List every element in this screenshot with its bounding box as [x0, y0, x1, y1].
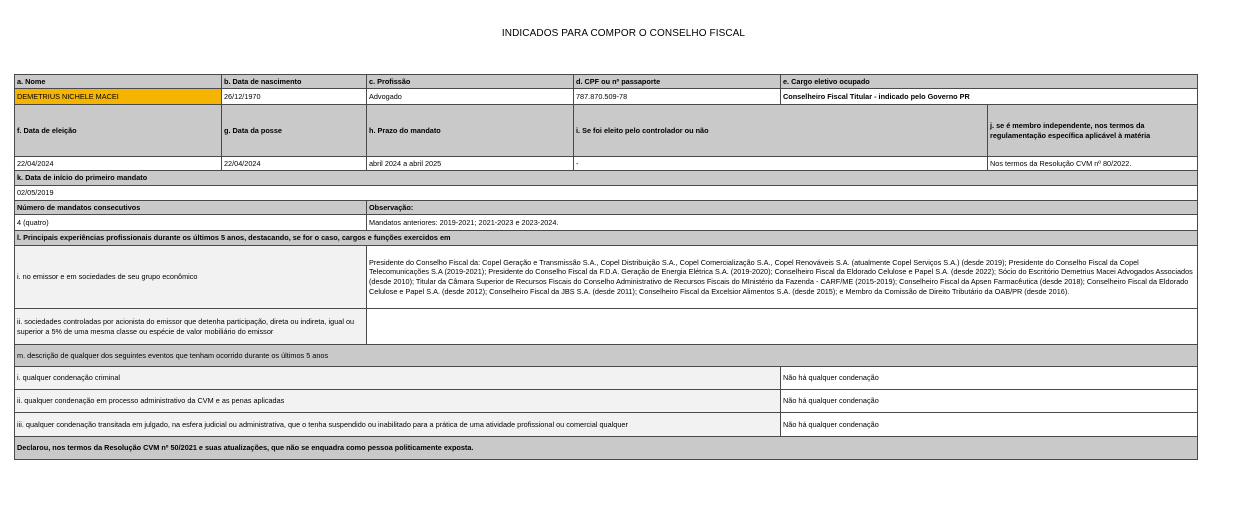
value-inicio-primeiro-mandato: 02/05/2019	[15, 186, 1198, 201]
value-condenacao-transitada: Não há qualquer condenação	[781, 413, 1198, 437]
value-experiencia-emissor: Presidente do Conselho Fiscal da: Copel Geração e Transmissão S.A., Copel Distribuição S.A., Copel Comercialização S.A., Copel Renováveis S.A. (atualmente Copel Serviços S.A.) (desde 2019); Presidente do Conselho Fiscal da Copel Telecomunicações S.A (2019-2021); Presidente do Conselho Fiscal da F.D.A. Geração de Energia Elétrica S.A. (2019-2020); Conselheiro Fiscal da Eldorado Celulose e Papel S.A. (desde 2022); Sócio do Escritório Demetrius Macei Advogados Associados (desde 2010); Titular da Câmara Superior de Recursos Fiscais do Conselho Administrativo de Recursos Fiscais do MInistério da Fazenda - CARF/ME (2015-2019); Conselheiro Fiscal da Apsen Farmacêutica (desde 2018); Conselheiro Fiscal da Eldorado Celulose e Papel S.A. (desde 2012); Conselheiro Fiscal da JBS S.A. (desde 2011); Conselheiro Fiscal da Excelsior Alimentos S.A. (desde 2015); e Membro da Comissão de Direito Tributário da OAB/PR (desde 2016).	[367, 246, 1198, 309]
value-data-eleicao: 22/04/2024	[15, 157, 222, 171]
header-eventos: m. descrição de qualquer dos seguintes eventos que tenham ocorrido durante os últimos 5 anos	[15, 345, 1198, 367]
header-inicio-primeiro-mandato: k. Data de início do primeiro mandato	[15, 171, 1198, 186]
value-cargo: Conselheiro Fiscal Titular - indicado pelo Governo PR	[781, 89, 1198, 105]
value-nome: DEMETRIUS NICHELE MACEI	[15, 89, 222, 105]
value-observacao: Mandatos anteriores: 2019-2021; 2021-2023 e 2023-2024.	[367, 215, 1198, 231]
header-data-posse: g. Data da posse	[222, 105, 367, 157]
value-membro-independente: Nos termos da Resolução CVM nº 80/2022.	[988, 157, 1198, 171]
declaracao-pessoa-exposta: Declarou, nos termos da Resolução CVM nº 50/2021 e suas atualizações, que não se enquadra como pessoa politicamente exposta.	[15, 437, 1198, 460]
label-condenacao-transitada: iii. qualquer condenação transitada em julgado, na esfera judicial ou administrativa, que o tenha suspendido ou inabilitado para a prática de uma atividade profissional ou comercial qualquer	[15, 413, 781, 437]
header-nome: a. Nome	[15, 75, 222, 89]
director-info-table	[14, 74, 1198, 460]
header-numero-mandatos: Número de mandatos consecutivos	[15, 201, 367, 215]
value-condenacao-cvm: Não há qualquer condenação	[781, 390, 1198, 413]
header-experiencias: l. Principais experiências profissionais durante os últimos 5 anos, destacando, se for o caso, cargos e funções exercidos em	[15, 231, 1198, 246]
value-sociedades-controladas	[367, 309, 1198, 345]
label-condenacao-cvm: ii. qualquer condenação em processo administrativo da CVM e as penas aplicadas	[15, 390, 781, 413]
value-prazo-mandato: abril 2024 a abril 2025	[367, 157, 574, 171]
label-sociedades-controladas: ii. sociedades controladas por acionista do emissor que detenha participação, direta ou indireta, igual ou superior a 5% de uma mesma classe ou espécie de valor mobiliário do emissor	[15, 309, 367, 345]
value-eleito-controlador: -	[574, 157, 988, 171]
header-prazo-mandato: h. Prazo do mandato	[367, 105, 574, 157]
header-cargo: e. Cargo eletivo ocupado	[781, 75, 1198, 89]
header-data-eleicao: f. Data de eleição	[15, 105, 222, 157]
header-data-nascimento: b. Data de nascimento	[222, 75, 367, 89]
label-condenacao-criminal: i. qualquer condenação criminal	[15, 367, 781, 390]
header-cpf: d. CPF ou nº passaporte	[574, 75, 781, 89]
value-data-posse: 22/04/2024	[222, 157, 367, 171]
header-observacao: Observação:	[367, 201, 1198, 215]
value-numero-mandatos: 4 (quatro)	[15, 215, 367, 231]
header-membro-independente: j. se é membro independente, nos termos da regulamentação específica aplicável à matéria	[988, 105, 1198, 157]
value-condenacao-criminal: Não há qualquer condenação	[781, 367, 1198, 390]
value-profissao: Advogado	[367, 89, 574, 105]
page-title: INDICADOS PARA COMPOR O CONSELHO FISCAL	[501, 28, 746, 39]
label-experiencia-emissor: i. no emissor e em sociedades de seu grupo econômico	[15, 246, 367, 309]
value-data-nascimento: 26/12/1970	[222, 89, 367, 105]
value-cpf: 787.870.509-78	[574, 89, 781, 105]
header-eleito-controlador: i. Se foi eleito pelo controlador ou não	[574, 105, 988, 157]
header-profissao: c. Profissão	[367, 75, 574, 89]
